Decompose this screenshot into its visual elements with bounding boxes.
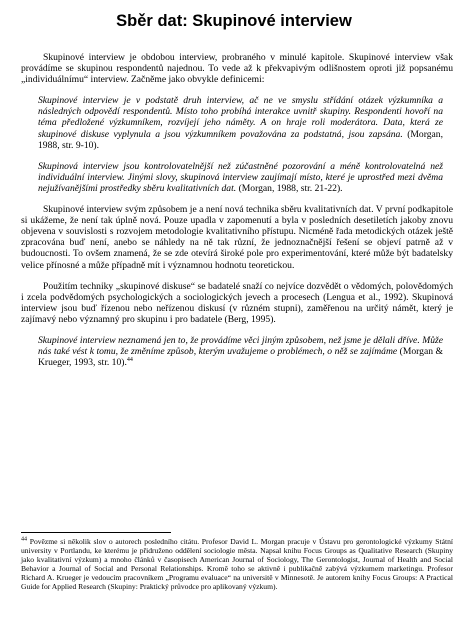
closing-quote	[21, 335, 453, 368]
intro-paragraph: Skupinové interview je obdobou interview, probraného v minulé kapitole. Skupinové interview však provádíme se skupinou respondentů najednou. To vede až k překvapivým odlišnostem oproti již popsanému „individuálnímu“ interview. Začněme jako obvykle definicemi:	[21, 52, 453, 86]
quote-text: Skupinové interview neznamená jen to, že provádíme věci jiným způsobem, než jsme je dělali dříve. Může nás také vést k tomu, že změníme způsob, kterým uvažujeme o problémech, o něž se zajímáme	[38, 334, 443, 358]
definition-quote	[21, 95, 453, 150]
footnote-divider	[21, 532, 171, 533]
page-title: Sběr dat: Skupinové interview	[116, 12, 352, 30]
quote-citation: (Morgan & Krueger, 1993, str. 10).	[38, 346, 443, 369]
footnote-text: Povězme si několik slov o autorech posledního citátu. Profesor David L. Morgan pracuje v Ústavu pro gerontologické výzkumy Státní university v Portlandu, ke kterému je přidruženo oddělení sociologie města. Napsal knihu Focus Groups as Qualitative Research (Skupiny jako kvalitativní výzkum) a mnoho článků v časopisech American Journal of Sociology, The Gerontologist, Journal of Health and Social Behavior a Journal of Social and Personal Relationships. Kromě toho se aktivně i publikačně zabývá výzkumem marketingu. Profesor Richard A. Krueger je vedoucím pracovníkem „Programu evaluace“ na universitě v Minnesotě. Je autorem knihy Focus Groups: A Practical Guide for Applied Research (Skupiny: Praktický průvodce pro aplikovaný výzkum).	[21, 537, 453, 591]
discussion-paragraph: Použitím techniky „skupinové diskuse“ se badatelé snaží co nejvíce dozvědět o vědomých, polovědomých i zcela podvědomých psychologických a sociologických jevech a procesech (Lengua et al., 1992). Skupinová interview jsou buď řízenou nebo neřízenou diskusí (v různém stupni), zaměřenou na určitý námět, který je zajímavý nebo významný pro skupinu i pro badatele (Berg, 1995).	[21, 280, 453, 325]
footnote-number: 44	[21, 536, 27, 543]
footnote-ref[interactable]: 44	[126, 356, 133, 363]
technique-paragraph: Skupinové interview svým způsobem je a není nová technika sběru kvalitativních dat. V první podkapitole si ukážeme, že není tak úplně nová. Pouze upadla v zapomenutí a byla v posledních desetiletích jakoby znovu objevena v souvislosti s rozvojem metodologie kvalitativního přístupu. Nicméně řada metodických otázek ještě zpracována buď není, anebo se náhledy na ně tak různí, že jednoznačnější řešení se objeví patrně až v budoucnosti. To ovšem znamená, že se zde otevírá široké pole pro experimentování, které může být badatelsky velice přínosné a může případně mít i významnou hodnotu teoretickou.	[21, 204, 453, 271]
footnote	[21, 537, 453, 591]
quote-text: Skupinové interview je v podstatě druh interview, ač ne ve smyslu střídání otázek výzkumníka a následných odpovědí respondentů. Místo toho probíhá interakce uvnitř skupiny. Respondenti hovoří na téma předložené výzkumníkem, rozvíjejí jeho náměty. A on hraje roli moderátora. Data, která ze skupinové diskuse vyplynula a jsou výzkumníkem považována za podstatná, jsou zapsána.	[38, 95, 443, 140]
quote-text: Skupinová interview jsou kontrolovatelnější než zúčastněné pozorování a méně kontrolovatelná než individuální interview. Jinými slovy, skupinová interview zaujímají místo, které je uprostřed mezi dvěma nejužívanějšími prostředky sběru kvalitativních dat.	[38, 160, 443, 194]
definition-quote	[21, 161, 453, 194]
quote-citation: (Morgan, 1988, str. 21-22).	[238, 182, 343, 194]
body-text	[21, 52, 453, 378]
quote-citation: (Morgan, 1988, str. 9-10).	[38, 128, 443, 151]
